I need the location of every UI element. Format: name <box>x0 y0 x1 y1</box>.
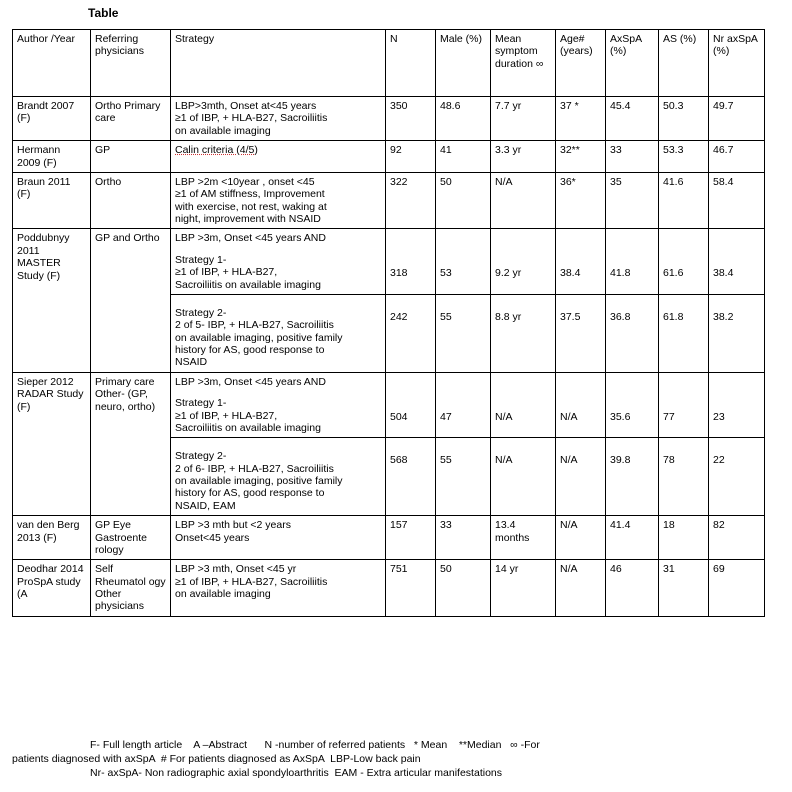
strategy-line: NSAID, EAM <box>175 499 236 512</box>
cell-author: Braun 2011 (F) <box>13 172 91 229</box>
strategy-line: ≥1 of AM stiffness, Improvement <box>175 188 325 201</box>
strategy-line: night, improvement with NSAID <box>175 213 321 225</box>
cell-duration: 13.4 months <box>491 516 556 560</box>
strategy-line: Calin criteria (4/5) <box>175 144 258 157</box>
cell-as: 77 <box>659 372 709 438</box>
cell-referring: GP Eye Gastroente rology <box>91 516 171 560</box>
cell-axspa: 46 <box>606 560 659 617</box>
cell-author: Deodhar 2014 ProSpA study (A <box>13 560 91 617</box>
table-footnotes <box>12 738 772 781</box>
cell-male: 50 <box>436 172 491 229</box>
cell-male: 48.6 <box>436 97 491 141</box>
cell-duration: 8.8 yr <box>491 294 556 372</box>
cell-male: 41 <box>436 141 491 173</box>
strategy-header: LBP >3m, Onset <45 years AND <box>175 375 326 388</box>
cell-strategy <box>171 97 386 141</box>
cell-as: 18 <box>659 516 709 560</box>
column-header-author: Author /Year <box>13 30 91 97</box>
column-header-age: Age# (years) <box>556 30 606 97</box>
cell-referring: Ortho <box>91 172 171 229</box>
strategy-line: ≥1 of IBP, + HLA-B27, <box>175 409 278 422</box>
cell-age: N/A <box>556 560 606 617</box>
strategy-line: on available imaging, positive family <box>175 331 343 344</box>
cell-nraxspa: 23 <box>709 372 765 438</box>
strategy-line: LBP >3 mth but <2 years <box>175 519 291 532</box>
cell-male: 33 <box>436 516 491 560</box>
cell-male: 53 <box>436 229 491 295</box>
cell-n: 318 <box>386 229 436 295</box>
cell-age: N/A <box>556 372 606 438</box>
footnote-line-2: patients diagnosed with axSpA # For patients diagnosed as AxSpA LBP-Low back pain <box>12 753 421 766</box>
cell-axspa: 35 <box>606 172 659 229</box>
strategy-line: Strategy 2- <box>175 306 227 319</box>
cell-axspa: 33 <box>606 141 659 173</box>
column-header-mean-symptom-duration: Mean symptom duration ∞ <box>491 30 556 97</box>
cell-axspa: 35.6 <box>606 372 659 438</box>
cell-n: 504 <box>386 372 436 438</box>
cell-age: N/A <box>556 438 606 516</box>
cell-nraxspa: 58.4 <box>709 172 765 229</box>
cell-author: van den Berg 2013 (F) <box>13 516 91 560</box>
strategy-line: LBP >2m <10year , onset <45 <box>175 175 315 188</box>
cell-nraxspa: 82 <box>709 516 765 560</box>
strategy-line: Strategy 1- <box>175 253 227 266</box>
table-row <box>13 172 765 229</box>
table-row <box>13 229 765 295</box>
studies-table <box>12 29 765 617</box>
cell-axspa: 39.8 <box>606 438 659 516</box>
strategy-line: Strategy 1- <box>175 397 227 410</box>
cell-duration: 3.3 yr <box>491 141 556 173</box>
cell-age: N/A <box>556 516 606 560</box>
footnote-line-1: F- Full length article A –Abstract N -number of referred patients * Mean **Median ∞ -For <box>90 739 540 751</box>
strategy-line: ≥1 of IBP, + HLA-B27, Sacroiliitis <box>175 112 328 125</box>
cell-author: Hermann 2009 (F) <box>13 141 91 173</box>
cell-duration: N/A <box>491 172 556 229</box>
cell-duration: 7.7 yr <box>491 97 556 141</box>
strategy-line: history for AS, good response to <box>175 487 325 500</box>
cell-axspa: 36.8 <box>606 294 659 372</box>
cell-referring: Ortho Primary care <box>91 97 171 141</box>
column-header-male: Male (%) <box>436 30 491 97</box>
table-header-row <box>13 30 765 97</box>
cell-as: 31 <box>659 560 709 617</box>
strategy-line: history for AS, good response to <box>175 344 325 356</box>
cell-strategy <box>171 172 386 229</box>
cell-referring: GP and Ortho <box>91 229 171 372</box>
cell-duration: 9.2 yr <box>491 229 556 295</box>
table-row <box>13 516 765 560</box>
cell-nraxspa: 38.2 <box>709 294 765 372</box>
column-header-strategy: Strategy <box>171 30 386 97</box>
strategy-line: Sacroiliitis on available imaging <box>175 278 321 291</box>
strategy-line: on available imaging <box>175 588 271 600</box>
cell-as: 53.3 <box>659 141 709 173</box>
cell-male: 55 <box>436 438 491 516</box>
cell-nraxspa: 69 <box>709 560 765 617</box>
strategy-line: on available imaging, positive family <box>175 475 343 487</box>
strategy-line: Onset<45 years <box>175 531 250 544</box>
strategy-line: LBP >3 mth, Onset <45 yr <box>175 563 297 576</box>
cell-n: 92 <box>386 141 436 173</box>
strategy-line: with exercise, not rest, waking at <box>175 200 327 213</box>
page-title: Table <box>88 6 119 20</box>
cell-duration: N/A <box>491 438 556 516</box>
footnote-line-3: Nr- axSpA- Non radiographic axial spondyloarthritis EAM - Extra articular manifestations <box>90 767 502 780</box>
cell-nraxspa: 46.7 <box>709 141 765 173</box>
cell-n: 322 <box>386 172 436 229</box>
column-header-n: N <box>386 30 436 97</box>
cell-duration: N/A <box>491 372 556 438</box>
table-row <box>13 372 765 438</box>
cell-referring: GP <box>91 141 171 173</box>
strategy-line: Strategy 2- <box>175 450 227 463</box>
cell-as: 61.8 <box>659 294 709 372</box>
strategy-header: LBP >3m, Onset <45 years AND <box>175 232 326 245</box>
cell-age: 38.4 <box>556 229 606 295</box>
cell-n: 157 <box>386 516 436 560</box>
cell-strategy <box>171 141 386 173</box>
cell-referring: Primary care Other- (GP, neuro, ortho) <box>91 372 171 515</box>
cell-nraxspa: 22 <box>709 438 765 516</box>
cell-strategy <box>171 372 386 438</box>
column-header-referring-physicians: Referring physicians <box>91 30 171 97</box>
strategy-line: 2 of 6- IBP, + HLA-B27, Sacroiliitis <box>175 462 334 475</box>
table-row <box>13 97 765 141</box>
strategy-line: NSAID <box>175 356 208 369</box>
column-header-axspa: AxSpA (%) <box>606 30 659 97</box>
strategy-line: on available imaging <box>175 124 271 137</box>
strategy-line: Sacroiliitis on available imaging <box>175 421 321 434</box>
cell-strategy <box>171 560 386 617</box>
table-row <box>13 141 765 173</box>
cell-author: Sieper 2012 RADAR Study (F) <box>13 372 91 515</box>
table-row <box>13 560 765 617</box>
cell-n: 751 <box>386 560 436 617</box>
cell-axspa: 41.8 <box>606 229 659 295</box>
cell-n: 350 <box>386 97 436 141</box>
cell-strategy <box>171 516 386 560</box>
cell-age: 36* <box>556 172 606 229</box>
cell-as: 41.6 <box>659 172 709 229</box>
cell-n: 568 <box>386 438 436 516</box>
cell-age: 32** <box>556 141 606 173</box>
cell-as: 61.6 <box>659 229 709 295</box>
strategy-line: LBP>3mth, Onset at<45 years <box>175 100 317 112</box>
cell-age: 37 * <box>556 97 606 141</box>
cell-male: 55 <box>436 294 491 372</box>
cell-male: 50 <box>436 560 491 617</box>
cell-author: Poddubnyy 2011 MASTER Study (F) <box>13 229 91 372</box>
cell-strategy <box>171 294 386 372</box>
strategy-line: ≥1 of IBP, + HLA-B27, <box>175 266 278 279</box>
cell-age: 37.5 <box>556 294 606 372</box>
cell-as: 78 <box>659 438 709 516</box>
column-header-as: AS (%) <box>659 30 709 97</box>
cell-axspa: 45.4 <box>606 97 659 141</box>
cell-nraxspa: 38.4 <box>709 229 765 295</box>
strategy-line: 2 of 5- IBP, + HLA-B27, Sacroiliitis <box>175 319 334 332</box>
cell-duration: 14 yr <box>491 560 556 617</box>
cell-strategy <box>171 229 386 295</box>
column-header-nr-axspa: Nr axSpA (%) <box>709 30 765 97</box>
cell-axspa: 41.4 <box>606 516 659 560</box>
cell-strategy <box>171 438 386 516</box>
cell-as: 50.3 <box>659 97 709 141</box>
cell-nraxspa: 49.7 <box>709 97 765 141</box>
cell-male: 47 <box>436 372 491 438</box>
cell-n: 242 <box>386 294 436 372</box>
cell-referring: Self Rheumatol ogy Other physicians <box>91 560 171 617</box>
cell-author: Brandt 2007 (F) <box>13 97 91 141</box>
strategy-line: ≥1 of IBP, + HLA-B27, Sacroiliitis <box>175 575 328 588</box>
